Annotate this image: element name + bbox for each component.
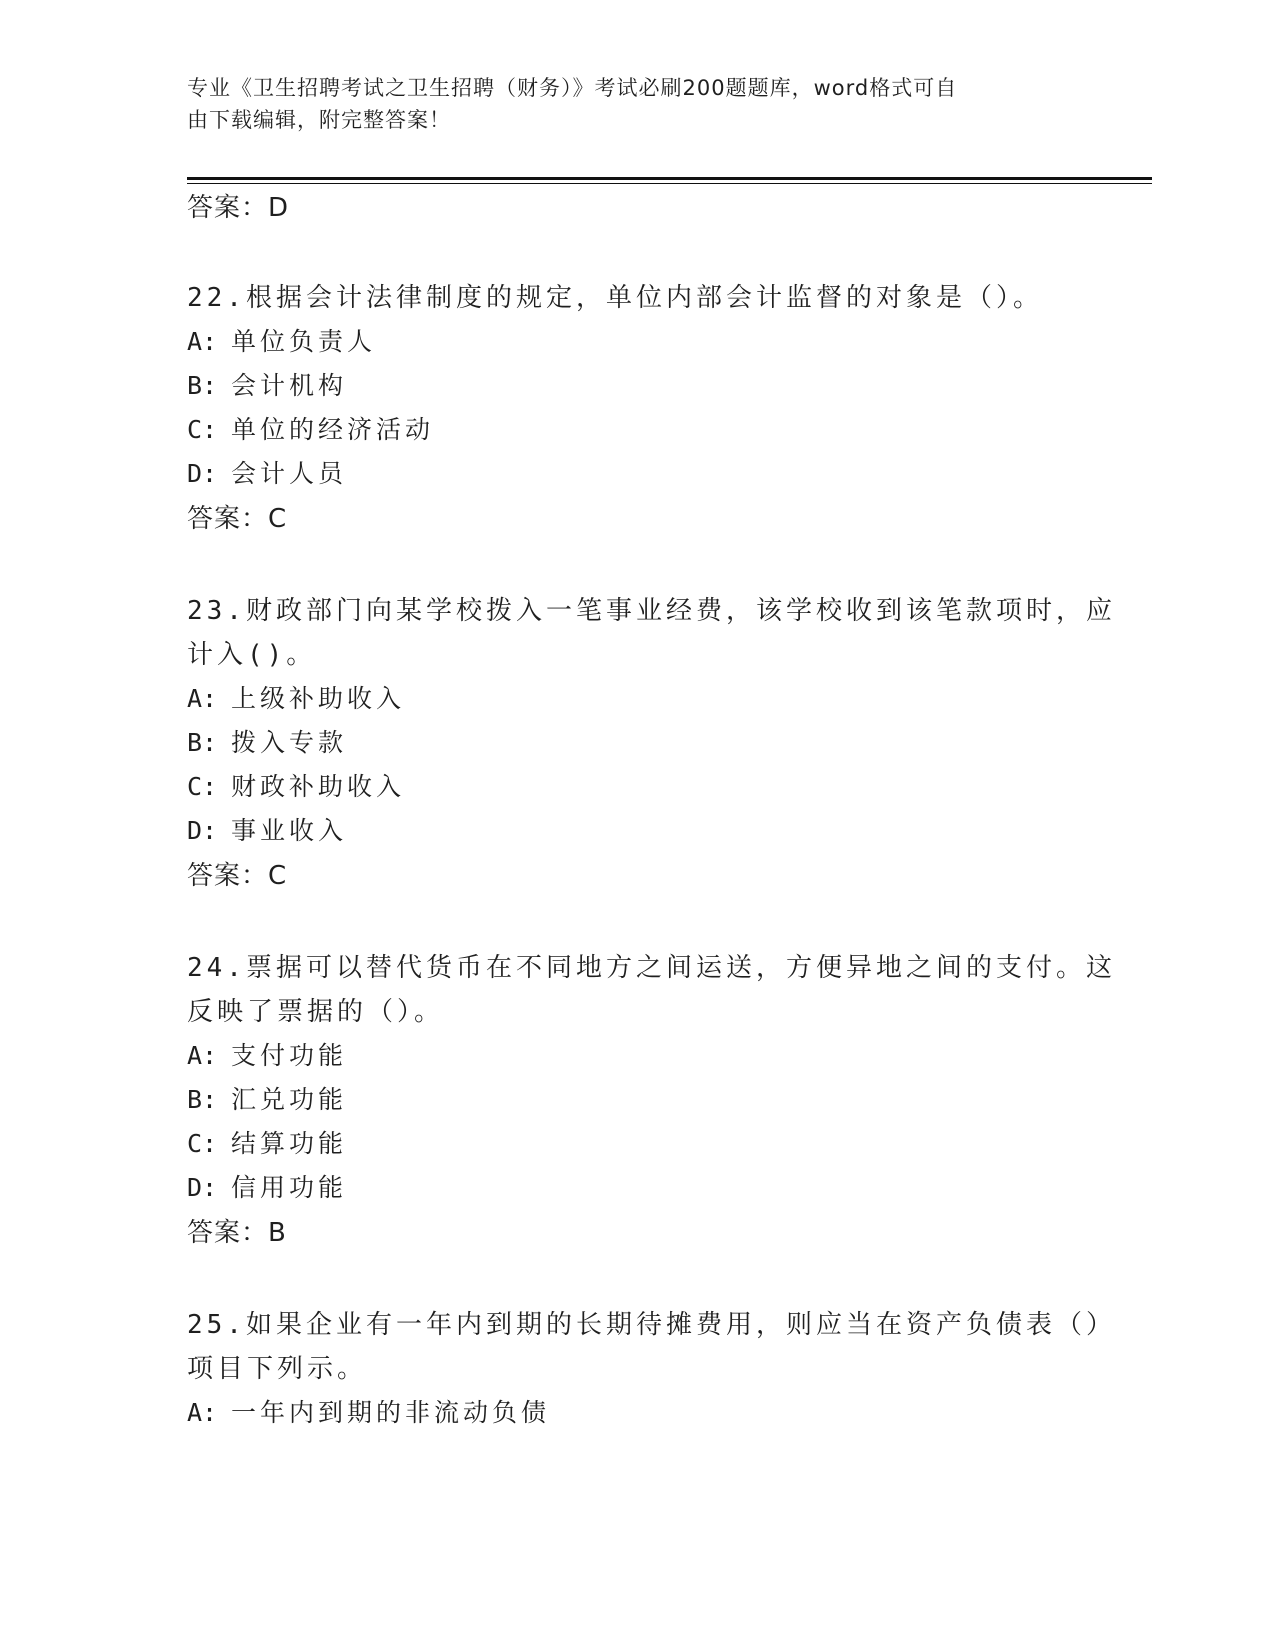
question-24-option-c: [187, 1129, 347, 1159]
option-text: 上级补助收入: [231, 684, 406, 713]
option-key: B:: [187, 728, 218, 757]
option-key: C:: [187, 772, 218, 801]
question-24-answer: 答案：B: [187, 1218, 287, 1248]
question-22-option-b: [187, 371, 347, 401]
question-23-option-a: [187, 684, 405, 714]
question-23-option-c: [187, 772, 405, 802]
option-key: A:: [187, 684, 218, 713]
question-25-stem-line-2: 项目下列示。: [187, 1354, 368, 1384]
question-22-answer: 答案：C: [187, 504, 288, 534]
question-23-option-b: [187, 728, 347, 758]
header-divider-thick: [187, 177, 1152, 180]
option-text: 拨入专款: [231, 728, 348, 757]
option-text: 会计人员: [231, 459, 348, 488]
question-23-option-d: [187, 816, 347, 846]
option-key: B:: [187, 371, 218, 400]
question-25-option-a: [187, 1398, 550, 1428]
option-text: 信用功能: [231, 1173, 348, 1202]
option-key: A:: [187, 1398, 218, 1427]
question-22-stem: 22.根据会计法律制度的规定，单位内部会计监督的对象是（）。: [187, 283, 1043, 313]
question-22-option-a: [187, 327, 376, 357]
header-line-2: 由下载编辑，附完整答案！: [187, 108, 451, 132]
question-23-answer: 答案：C: [187, 861, 288, 891]
option-text: 财政补助收入: [231, 772, 406, 801]
option-key: C:: [187, 1129, 218, 1158]
option-text: 单位负责人: [231, 327, 377, 356]
question-25-stem-line-1: 25.如果企业有一年内到期的长期待摊费用，则应当在资产负债表（）: [187, 1310, 1116, 1340]
option-text: 会计机构: [231, 371, 348, 400]
option-text: 汇兑功能: [231, 1085, 348, 1114]
question-23-stem-line-1: 23.财政部门向某学校拨入一笔事业经费，该学校收到该笔款项时，应: [187, 596, 1116, 626]
option-key: A:: [187, 327, 218, 356]
option-text: 结算功能: [231, 1129, 348, 1158]
option-text: 单位的经济活动: [231, 415, 435, 444]
option-key: C:: [187, 415, 218, 444]
header-line-1: 专业《卫生招聘考试之卫生招聘（财务）》考试必刷200题题库，word格式可自: [187, 76, 958, 100]
question-23-stem-line-2: 计入()。: [187, 640, 317, 670]
option-text: 事业收入: [231, 816, 348, 845]
option-key: D:: [187, 459, 218, 488]
option-text: 支付功能: [231, 1041, 348, 1070]
option-key: D:: [187, 816, 218, 845]
question-22-option-d: [187, 459, 347, 489]
document-header: [187, 72, 1067, 136]
option-key: B:: [187, 1085, 218, 1114]
question-24-option-d: [187, 1173, 347, 1203]
option-key: A:: [187, 1041, 218, 1070]
question-24-stem-line-1: 24.票据可以替代货币在不同地方之间运送，方便异地之间的支付。这: [187, 953, 1116, 983]
question-24-option-a: [187, 1041, 347, 1071]
question-24-option-b: [187, 1085, 347, 1115]
option-text: 一年内到期的非流动负债: [231, 1398, 551, 1427]
question-22-option-c: [187, 415, 434, 445]
question-24-stem-line-2: 反映了票据的（）。: [187, 997, 445, 1027]
header-divider-thin: [187, 183, 1152, 184]
answer-previous: 答案：D: [187, 193, 290, 223]
option-key: D:: [187, 1173, 218, 1202]
